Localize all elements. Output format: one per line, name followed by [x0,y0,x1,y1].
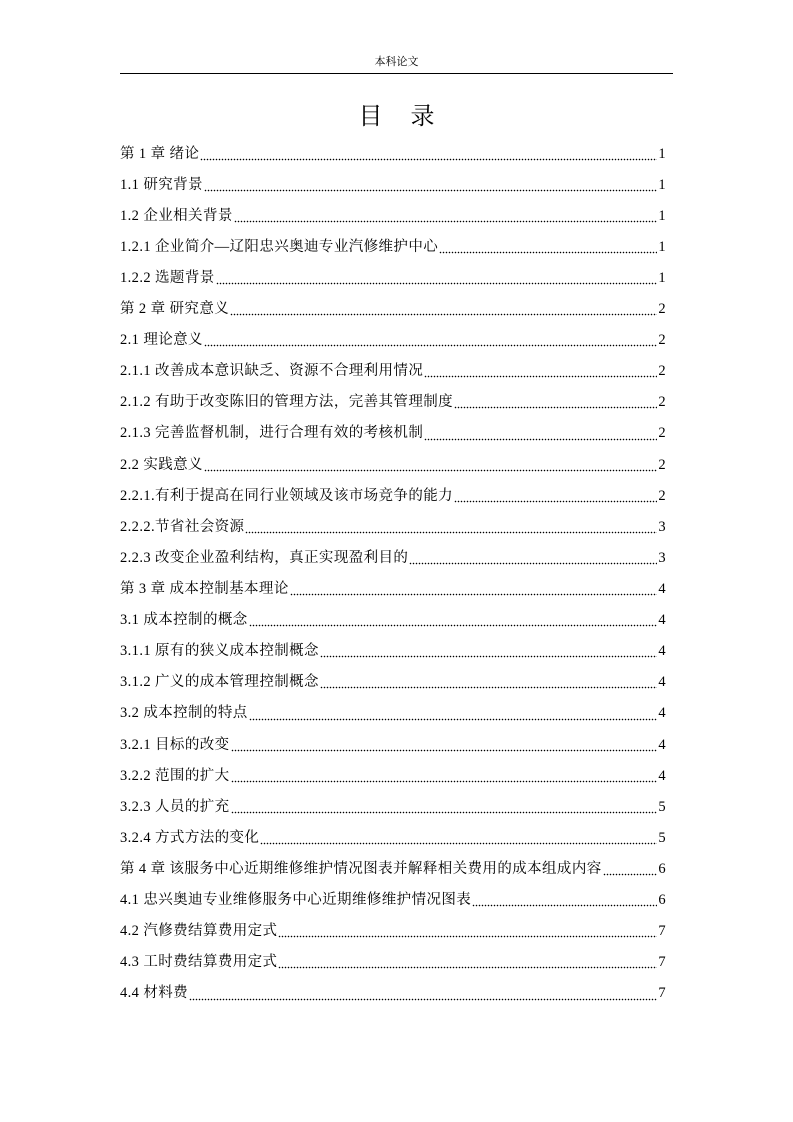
dot-leader [454,406,657,409]
dot-leader [472,904,657,907]
toc-entry-label: 2.1 理论意义 [120,332,203,349]
toc-entry-label: 3.2.1 目标的改变 [120,736,230,753]
toc-entry [120,636,666,667]
dot-leader [231,749,657,752]
toc-entry-page-number: 2 [658,487,666,504]
toc-entry-page-number: 4 [658,643,666,660]
toc-entry-page-number: 2 [658,363,666,380]
toc-entry-page-number: 5 [658,829,666,846]
toc-entry-label: 第 3 章 成本控制基本理论 [120,581,289,598]
toc-entry-page-number: 4 [658,736,666,753]
toc-entry-label: 1.2.2 选题背景 [120,269,215,286]
toc-entry [120,730,666,761]
dot-leader [249,624,657,627]
dot-leader [320,655,657,658]
toc-entry-label: 2.2.1.有利于提高在同行业领域及该市场竞争的能力 [120,487,454,504]
toc-entry-label: 3.2.2 范围的扩大 [120,767,230,784]
dot-leader [290,593,657,596]
toc-entry-page-number: 6 [658,892,666,909]
dot-leader [278,966,657,969]
toc-entry [120,854,666,885]
toc-entry [120,792,666,823]
toc-entry [120,170,666,201]
toc-entry [120,232,666,263]
dot-leader [189,998,657,1001]
dot-leader [424,438,657,441]
dot-leader [409,562,657,565]
toc-entry [120,978,666,1009]
dot-leader [234,220,657,223]
toc-entry-page-number: 4 [658,705,666,722]
toc-entry [120,450,666,481]
toc-entry [120,761,666,792]
dot-leader [439,251,657,254]
toc-entry [120,543,666,574]
dot-leader [260,842,657,845]
toc-entry-page-number: 2 [658,456,666,473]
toc-entry-label: 2.2.3 改变企业盈利结构，真正实现盈利目的 [120,549,409,566]
toc-entry-label: 3.1.2 广义的成本管理控制概念 [120,674,319,691]
toc-entry-page-number: 1 [658,269,666,286]
toc-entry [120,605,666,636]
toc-entry-page-number: 3 [658,518,666,535]
dot-leader [231,811,657,814]
toc-entry-page-number: 1 [658,238,666,255]
toc-entry-label: 3.1 成本控制的概念 [120,612,248,629]
toc-entry-page-number: 7 [658,954,666,971]
toc-entry-page-number: 3 [658,549,666,566]
toc-entry-label: 2.1.1 改善成本意识缺乏、资源不合理利用情况 [120,363,424,380]
toc-entry-label: 2.2.2.节省社会资源 [120,518,245,535]
toc-entry-label: 1.1 研究背景 [120,176,203,193]
dot-leader [454,500,657,503]
dot-leader [231,780,657,783]
toc-entry [120,947,666,978]
toc-entry-label: 2.2 实践意义 [120,456,203,473]
dot-leader [204,189,657,192]
toc-entry [120,263,666,294]
dot-leader [603,873,657,876]
dot-leader [204,469,657,472]
toc-entry-label: 第 1 章 绪论 [120,145,200,162]
toc-entry [120,356,666,387]
toc-entry-page-number: 5 [658,798,666,815]
toc-entry-label: 3.2.4 方式方法的变化 [120,829,260,846]
dot-leader [204,344,657,347]
toc-entry [120,823,666,854]
toc-entry [120,512,666,543]
toc-entry [120,294,666,325]
toc-entry-label: 第 4 章 该服务中心近期维修维护情况图表并解释相关费用的成本组成内容 [120,861,602,878]
toc-entry-page-number: 6 [658,861,666,878]
toc-entry [120,418,666,449]
toc-entry-page-number: 2 [658,425,666,442]
header-divider [120,73,673,74]
dot-leader [424,375,657,378]
table-of-contents [120,139,666,1010]
toc-entry-label: 1.2 企业相关背景 [120,207,233,224]
toc-entry-label: 3.2.3 人员的扩充 [120,798,230,815]
toc-entry-label: 2.1.2 有助于改变陈旧的管理方法，完善其管理制度 [120,394,454,411]
toc-entry-page-number: 7 [658,985,666,1002]
dot-leader [320,686,657,689]
toc-entry-page-number: 4 [658,674,666,691]
running-header: 本科论文 [374,56,419,68]
toc-entry [120,574,666,605]
toc-entry-label: 2.1.3 完善监督机制，进行合理有效的考核机制 [120,425,424,442]
toc-entry-page-number: 4 [658,581,666,598]
toc-entry-page-number: 7 [658,923,666,940]
toc-entry-page-number: 2 [658,394,666,411]
toc-entry [120,698,666,729]
toc-entry-page-number: 2 [658,332,666,349]
toc-entry-page-number: 4 [658,767,666,784]
toc-entry [120,885,666,916]
toc-entry [120,139,666,170]
toc-entry [120,325,666,356]
toc-entry [120,667,666,698]
toc-entry-label: 4.2 汽修费结算费用定式 [120,923,278,940]
dot-leader [200,158,657,161]
toc-entry-label: 1.2.1 企业简介—辽阳忠兴奥迪专业汽修维护中心 [120,238,439,255]
toc-entry [120,201,666,232]
toc-entry-page-number: 2 [658,301,666,318]
dot-leader [249,718,657,721]
toc-entry-label: 3.1.1 原有的狭义成本控制概念 [120,643,319,660]
dot-leader [216,282,657,285]
toc-entry [120,387,666,418]
toc-entry-label: 4.3 工时费结算费用定式 [120,954,278,971]
toc-entry-page-number: 1 [658,145,666,162]
toc-entry [120,481,666,512]
toc-entry-label: 4.1 忠兴奥迪专业维修服务中心近期维修维护情况图表 [120,892,472,909]
toc-entry-page-number: 1 [658,176,666,193]
dot-leader [245,531,657,534]
toc-entry [120,916,666,947]
toc-entry-label: 4.4 材料费 [120,985,189,1002]
toc-entry-label: 第 2 章 研究意义 [120,301,230,318]
toc-entry-page-number: 4 [658,612,666,629]
toc-entry-label: 3.2 成本控制的特点 [120,705,248,722]
dot-leader [278,935,657,938]
toc-title: 目 录 [358,104,435,130]
dot-leader [230,313,657,316]
toc-entry-page-number: 1 [658,207,666,224]
